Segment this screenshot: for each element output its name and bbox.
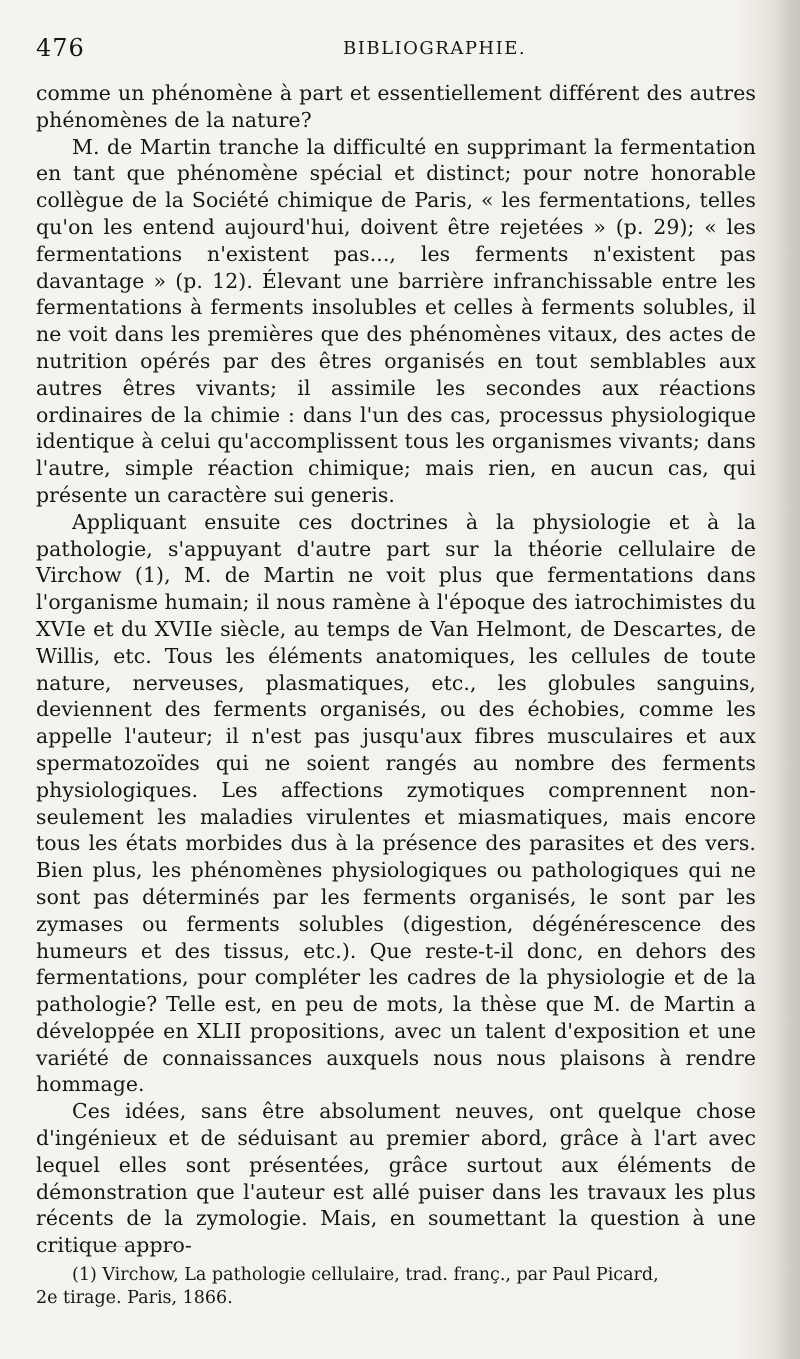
footnote-line-1: (1) Virchow, La pathologie cellulaire, trad. franç., par Paul Picard, xyxy=(72,1265,659,1285)
page-edge-shadow xyxy=(770,0,800,1359)
body-text xyxy=(36,80,756,1259)
paragraph-1: comme un phénomène à part et essentiellement différent des autres phénomènes de la nature? xyxy=(36,81,756,132)
running-head: BIBLIOGRAPHIE. xyxy=(343,38,527,59)
paragraph-2: M. de Martin tranche la difficulté en supprimant la fermentation en tant que phénomène spécial et distinct; pour notre honorable collègue de la Société chimique de Paris, « les fermentations, telles qu'on les entend aujourd'hui, doivent être rejetées » (p. 29); « les fermentations n'existent pas..., les ferments n'existent pas davantage » (p. 12). Élevant une barrière infranchissable entre les fermentations à ferments insolubles et celles à ferments solubles, il ne voit dans les premières que des phénomènes vitaux, des actes de nutrition opérés par des êtres organisés en tout semblables aux autres êtres vivants; il assimile les secondes aux réactions ordinaires de la chimie : dans l'un des cas, processus physiologique identique à celui qu'accomplissent tous les organismes vivants; dans l'autre, simple réaction chimique; mais rien, en aucun cas, qui présente un caractère sui generis. xyxy=(36,134,756,507)
footnote-line-2: 2e tirage. Paris, 1866. xyxy=(36,1288,233,1308)
footnote-rule xyxy=(60,1246,180,1247)
paragraph-4: Ces idées, sans être absolument neuves, ont quelque chose d'ingénieux et de séduisant au premier abord, grâce à l'art avec lequel elles sont présentées, grâce surtout aux éléments de démonstration que l'auteur est allé puiser dans les travaux les plus récents de la zymologie. Mais, en soumettant la question à une critique appro- xyxy=(36,1099,756,1258)
page-header xyxy=(36,34,766,64)
paragraph-3: Appliquant ensuite ces doctrines à la physiologie et à la pathologie, s'appuyant d'autre part sur la théorie cellulaire de Virchow (1), M. de Martin ne voit plus que fermentations dans l'organisme humain; il nous ramène à l'époque des iatrochimistes du XVIe et du XVIIe siècle, au temps de Van Helmont, de Descartes, de Willis, etc. Tous les éléments anatomiques, les cellules de toute nature, nerveuses, plasmatiques, etc., les globules sanguins, deviennent des ferments organisés, ou des échobies, comme les appelle l'auteur; il n'est pas jusqu'aux fibres musculaires et aux spermatozoïdes qui ne soient rangés au nombre des ferments physiologiques. Les affections zymotiques comprennent non-seulement les maladies virulentes et miasmatiques, mais encore tous les états morbides dus à la présence des parasites et des vers. Bien plus, les phénomènes physiologiques ou pathologiques qui ne sont pas déterminés par les ferments organisés, le sont par les zymases ou ferments solubles (digestion, dégénérescence des humeurs et des tissus, etc.). Que reste-t-il donc, en dehors des fermentations, pour compléter les cadres de la physiologie et de la pathologie? Telle est, en peu de mots, la thèse que M. de Martin a développée en XLII propositions, avec un talent d'exposition et une variété de connaissances auxquels nous nous plaisons à rendre hommage. xyxy=(36,509,756,1097)
footnote xyxy=(36,1264,756,1310)
page-number: 476 xyxy=(36,34,85,62)
